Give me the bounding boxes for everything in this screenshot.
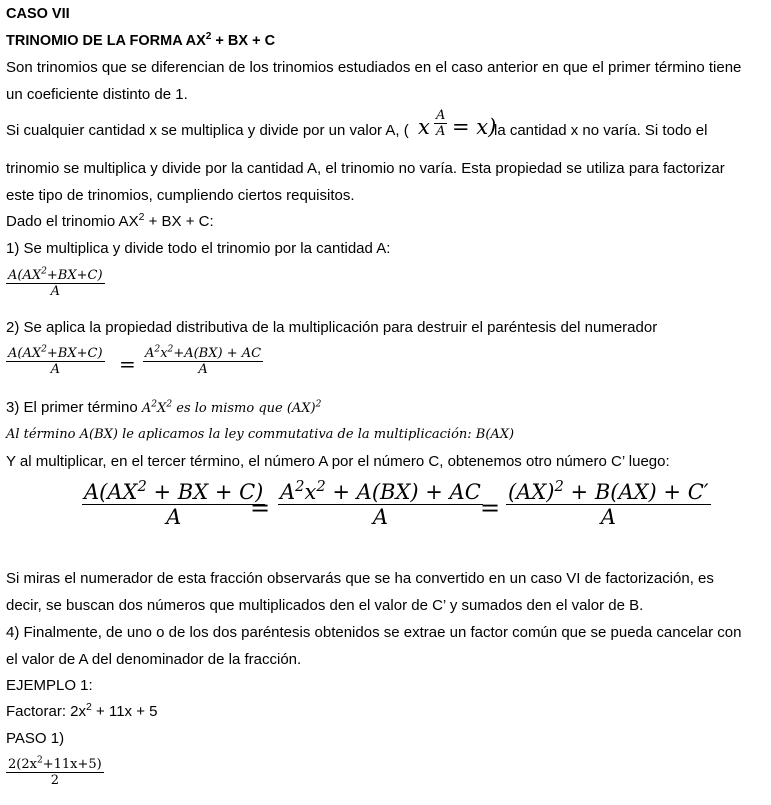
step-3-math bbox=[142, 401, 322, 416]
step-1-num-pre: A(AX bbox=[8, 268, 42, 283]
example-task-post: + 11x + 5 bbox=[91, 703, 158, 720]
step-2-equals: = bbox=[119, 352, 136, 376]
step-2-left-den: A bbox=[50, 362, 60, 377]
step-2-left-num-post: +BX+C) bbox=[46, 346, 103, 361]
intro-line-1: Son trinomios que se diferencian de los trinomios estudiados en el caso anterior en que el primer término tiene bbox=[6, 59, 742, 76]
step-1-num-post: +BX+C) bbox=[46, 268, 103, 283]
big-fraction-1-num-pre: A(AX bbox=[84, 480, 138, 504]
example-step-label: PASO 1) bbox=[6, 730, 65, 747]
big-fraction-3 bbox=[506, 480, 711, 529]
section-title-post: + BX + C bbox=[211, 33, 276, 49]
inline-fraction-num: A bbox=[436, 108, 446, 123]
given-pre: Dado el trinomio AX bbox=[6, 213, 139, 230]
step-2-right-num-c: +A(BX) + AC bbox=[173, 346, 262, 361]
big-fraction-1 bbox=[82, 480, 265, 529]
big-fraction-3-num bbox=[506, 480, 711, 505]
big-fraction-1-num-sup: 2 bbox=[137, 478, 147, 495]
example-num-sup: 2 bbox=[36, 755, 43, 766]
big-fraction-3-den: A bbox=[600, 505, 616, 529]
example-fraction bbox=[6, 757, 104, 788]
step-3-label: 3) El primer término bbox=[6, 399, 142, 416]
observation-line-1: Si miras el numerador de esta fracción observarás que se ha convertido en un caso VI de factorización, es bbox=[6, 570, 714, 587]
example-fraction-den: 2 bbox=[50, 773, 60, 788]
step-2-right-num-b: x bbox=[160, 346, 168, 361]
step-1-num-sup: 2 bbox=[41, 266, 47, 277]
section-title-sup: 2 bbox=[205, 31, 212, 43]
step-3-sup3: 2 bbox=[315, 399, 322, 410]
step-2-right-den: A bbox=[198, 362, 208, 377]
big-fraction-2-num-b: x bbox=[304, 480, 317, 504]
big-fraction-2 bbox=[278, 480, 483, 529]
inline-fraction-den: A bbox=[436, 124, 446, 139]
step-3-sup2: 2 bbox=[166, 399, 173, 410]
property-line-2: trinomio se multiplica y divide por la cantidad A, el trinomio no varía. Esta propiedad se utiliza para factorizar bbox=[6, 160, 725, 177]
step-3-math-a: A bbox=[141, 401, 152, 416]
example-title: EJEMPLO 1: bbox=[6, 677, 93, 694]
intro-line-2: un coeficiente distinto de 1. bbox=[6, 86, 188, 103]
big-fraction-2-den: A bbox=[372, 505, 388, 529]
section-title-pre: TRINOMIO DE LA FORMA AX bbox=[6, 33, 206, 49]
step-2-right-num-sup2: 2 bbox=[167, 344, 174, 355]
example-task-sup: 2 bbox=[86, 701, 92, 713]
step-3-sup1: 2 bbox=[151, 399, 158, 410]
step-2-left-num bbox=[6, 346, 105, 362]
property-text-post: la cantidad x no varía. Si todo el bbox=[494, 122, 708, 139]
step-2-left-num-pre: A(AX bbox=[8, 346, 42, 361]
big-fraction-3-num-a: (AX) bbox=[508, 480, 555, 504]
section-title bbox=[6, 31, 275, 51]
property-line-3: este tipo de trinomios, cumpliendo ciertos requisitos. bbox=[6, 187, 355, 204]
big-fraction-2-num-a: A bbox=[280, 480, 296, 504]
big-fraction-2-num-c: + A(BX) + AC bbox=[325, 480, 481, 504]
inline-math-x: x bbox=[418, 115, 430, 139]
big-equals-2: = bbox=[480, 494, 501, 522]
big-fraction-1-num-post: + BX + C) bbox=[146, 480, 264, 504]
step-1-fraction bbox=[6, 268, 105, 299]
example-task bbox=[6, 702, 157, 722]
big-fraction-1-num bbox=[82, 480, 265, 505]
example-task-pre: Factorar: 2x bbox=[6, 703, 87, 720]
step-4-line-2: el valor de A del denominador de la fracción. bbox=[6, 651, 302, 668]
given-sup: 2 bbox=[138, 211, 145, 223]
step-2-right-fraction bbox=[143, 346, 263, 377]
step-2-right-num bbox=[143, 346, 263, 362]
example-fraction-num bbox=[6, 757, 104, 773]
step-2-text: 2) Se aplica la propiedad distributiva de la multiplicación para destruir el paréntesis del numerador bbox=[6, 319, 658, 336]
step-3-line-1 bbox=[6, 398, 321, 419]
big-fraction-2-num-sup1: 2 bbox=[295, 478, 305, 495]
big-fraction-2-num-sup2: 2 bbox=[316, 478, 326, 495]
step-2-right-num-a: A bbox=[145, 346, 155, 361]
step-1-text: 1) Se multiplica y divide todo el trinomio por la cantidad A: bbox=[6, 240, 391, 257]
step-2-left-fraction bbox=[6, 346, 105, 377]
step-3-math-mid: es lo mismo que (AX) bbox=[172, 401, 316, 416]
step-1-den: A bbox=[50, 284, 60, 299]
step-2-left-num-sup: 2 bbox=[41, 344, 47, 355]
big-fraction-1-den: A bbox=[166, 505, 182, 529]
property-line-1 bbox=[6, 121, 409, 141]
example-num-pre: 2(2x bbox=[8, 757, 37, 772]
big-fraction-2-num bbox=[278, 480, 483, 505]
inline-math-rest: = x) bbox=[452, 115, 497, 139]
step-4-line-1: 4) Finalmente, de uno o de los dos paréntesis obtenidos se extrae un factor común que se pueda cancelar con bbox=[6, 624, 742, 641]
big-fraction-3-num-b: + B(AX) + C′ bbox=[563, 480, 709, 504]
example-num-post: +11x+5) bbox=[42, 757, 102, 772]
step-3-line-3: Y al multiplicar, en el tercer término, el número A por el número C, obtenemos otro número C’ luego: bbox=[6, 453, 670, 470]
given-post: + BX + C: bbox=[144, 213, 214, 230]
step-2-right-num-sup1: 2 bbox=[154, 344, 161, 355]
big-equals-1: = bbox=[250, 494, 271, 522]
observation-line-2: decir, se buscan dos números que multiplicados den el valor de C’ y sumados den el valor de B. bbox=[6, 597, 644, 614]
given-trinomial bbox=[6, 212, 214, 232]
step-3-line-2: Al término A(BX) le aplicamos la ley commutativa de la multiplicación: B(AX) bbox=[6, 427, 515, 442]
inline-fraction bbox=[434, 108, 447, 139]
step-3-math-b: X bbox=[157, 401, 167, 416]
case-heading: CASO VII bbox=[6, 6, 70, 22]
big-fraction-3-num-sup: 2 bbox=[554, 478, 564, 495]
property-text-pre: Si cualquier cantidad x se multiplica y divide por un valor A, ( bbox=[6, 122, 409, 139]
step-1-num bbox=[6, 268, 105, 284]
